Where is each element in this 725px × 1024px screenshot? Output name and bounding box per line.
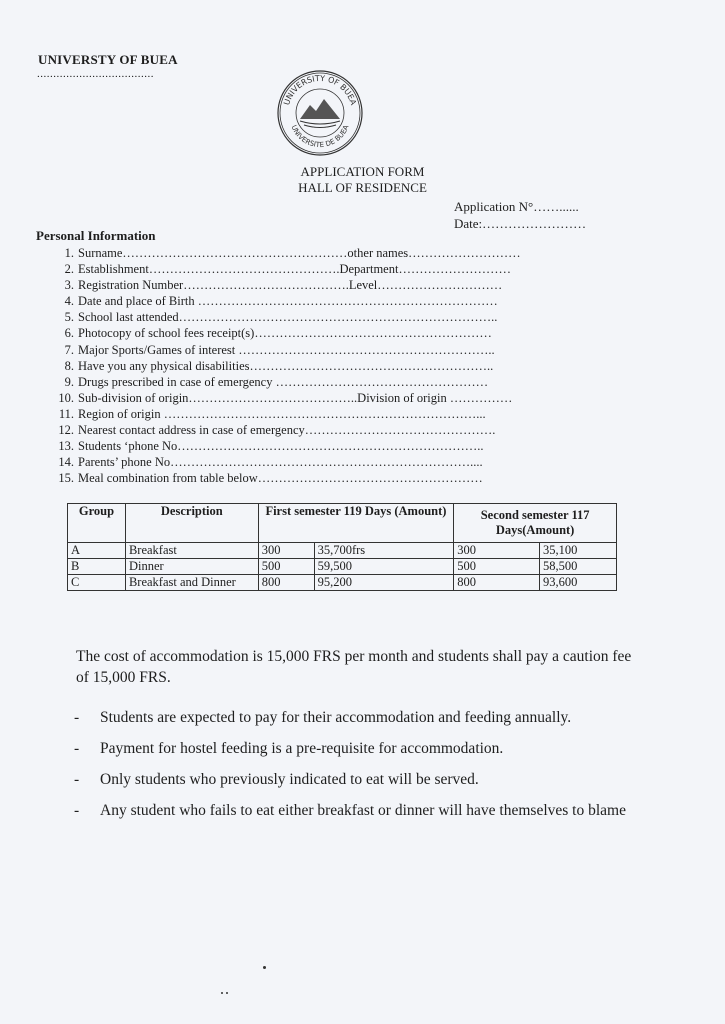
dash-bullet: - xyxy=(74,709,80,726)
form-field[interactable]: 3. Registration Number………………………………….Level………………………… xyxy=(64,278,503,293)
table-header-row xyxy=(68,504,617,543)
table-row: A Breakfast 300 35,700frs 300 35,100 xyxy=(68,543,617,559)
form-field[interactable]: 14. Parents’ phone No……………………………………………………………….... xyxy=(58,455,483,470)
form-field[interactable]: 15. Meal combination from table below……………………………………………… xyxy=(58,471,483,486)
form-field[interactable]: 6. Photocopy of school fees receipt(s)………………………………………………… xyxy=(64,326,492,341)
dash-bullet: - xyxy=(74,802,80,819)
form-field[interactable]: 2. Establishment……………………………………….Department……………………… xyxy=(64,262,511,277)
svg-text:UNIVERSITE DE BUEA: UNIVERSITE DE BUEA xyxy=(289,123,351,150)
header-second-semester: Second semester 117 Days(Amount) xyxy=(454,504,617,543)
dash-bullet: - xyxy=(74,771,80,788)
form-field[interactable]: 8. Have you any physical disabilities………………………………………………….. xyxy=(64,358,494,373)
list-item: - Students are expected to pay for their accommodation and feeding annually. xyxy=(74,706,654,730)
form-field[interactable]: 13. Students ‘phone No……………………………………………………………….. xyxy=(58,439,484,454)
svg-text:UNIVERSITY OF BUEA: UNIVERSITY OF BUEA xyxy=(282,73,358,107)
form-field[interactable]: 5. School last attended………………………………………………………………….. xyxy=(64,310,498,325)
accommodation-cost-text: The cost of accommodation is 15,000 FRS per month and students shall pay a caution fee of 15,000 FRS. xyxy=(76,648,632,686)
header-group: Group xyxy=(68,504,126,543)
form-field[interactable]: 9. Drugs prescribed in case of emergency …………………………………………… xyxy=(64,374,489,389)
university-seal-logo xyxy=(276,69,364,157)
form-field[interactable]: 11. Region of origin …………………………………………………………………... xyxy=(58,406,486,421)
form-field[interactable]: 1. Surname………………………………………………other names……………………… xyxy=(64,246,521,260)
form-subtitle: HALL OF RESIDENCE xyxy=(298,180,427,195)
form-field[interactable]: 7. Major Sports/Games of interest …………………………………………………….. xyxy=(64,342,495,357)
table-row: B Dinner 500 59,500 500 58,500 xyxy=(68,559,617,575)
personal-info-fields xyxy=(50,245,615,486)
form-field[interactable]: 4. Date and place of Birth ……………………………………………………………… xyxy=(64,294,498,309)
list-item: - Payment for hostel feeding is a pre-requisite for accommodation. xyxy=(74,737,654,761)
university-name: UNIVERSTY OF BUEA xyxy=(38,52,178,67)
scan-speck xyxy=(221,992,223,994)
university-dotted-line: .................................... xyxy=(37,68,154,80)
scan-speck xyxy=(226,992,228,994)
form-field[interactable]: 10. Sub-division of origin…………………………………..Division of origin …………… xyxy=(58,390,513,405)
section-title: Personal Information xyxy=(36,228,156,243)
rules-list xyxy=(74,706,654,830)
form-field[interactable]: 12. Nearest contact address in case of emergency………………………………………. xyxy=(58,423,496,438)
list-item: - Only students who previously indicated to eat will be served. xyxy=(74,768,654,792)
header-first-semester: First semester 119 Days (Amount) xyxy=(258,504,454,543)
form-title: APPLICATION FORM xyxy=(300,164,425,179)
scan-speck xyxy=(263,966,266,969)
date-field[interactable]: Date:…………………… xyxy=(454,216,587,231)
meal-table xyxy=(67,503,617,591)
table-row: C Breakfast and Dinner 800 95,200 800 93,600 xyxy=(68,575,617,591)
application-number-field[interactable]: Application N°……...... xyxy=(454,199,579,214)
header-description: Description xyxy=(125,504,258,543)
list-item: - Any student who fails to eat either breakfast or dinner will have themselves to blame xyxy=(74,799,654,823)
dash-bullet: - xyxy=(74,740,80,757)
